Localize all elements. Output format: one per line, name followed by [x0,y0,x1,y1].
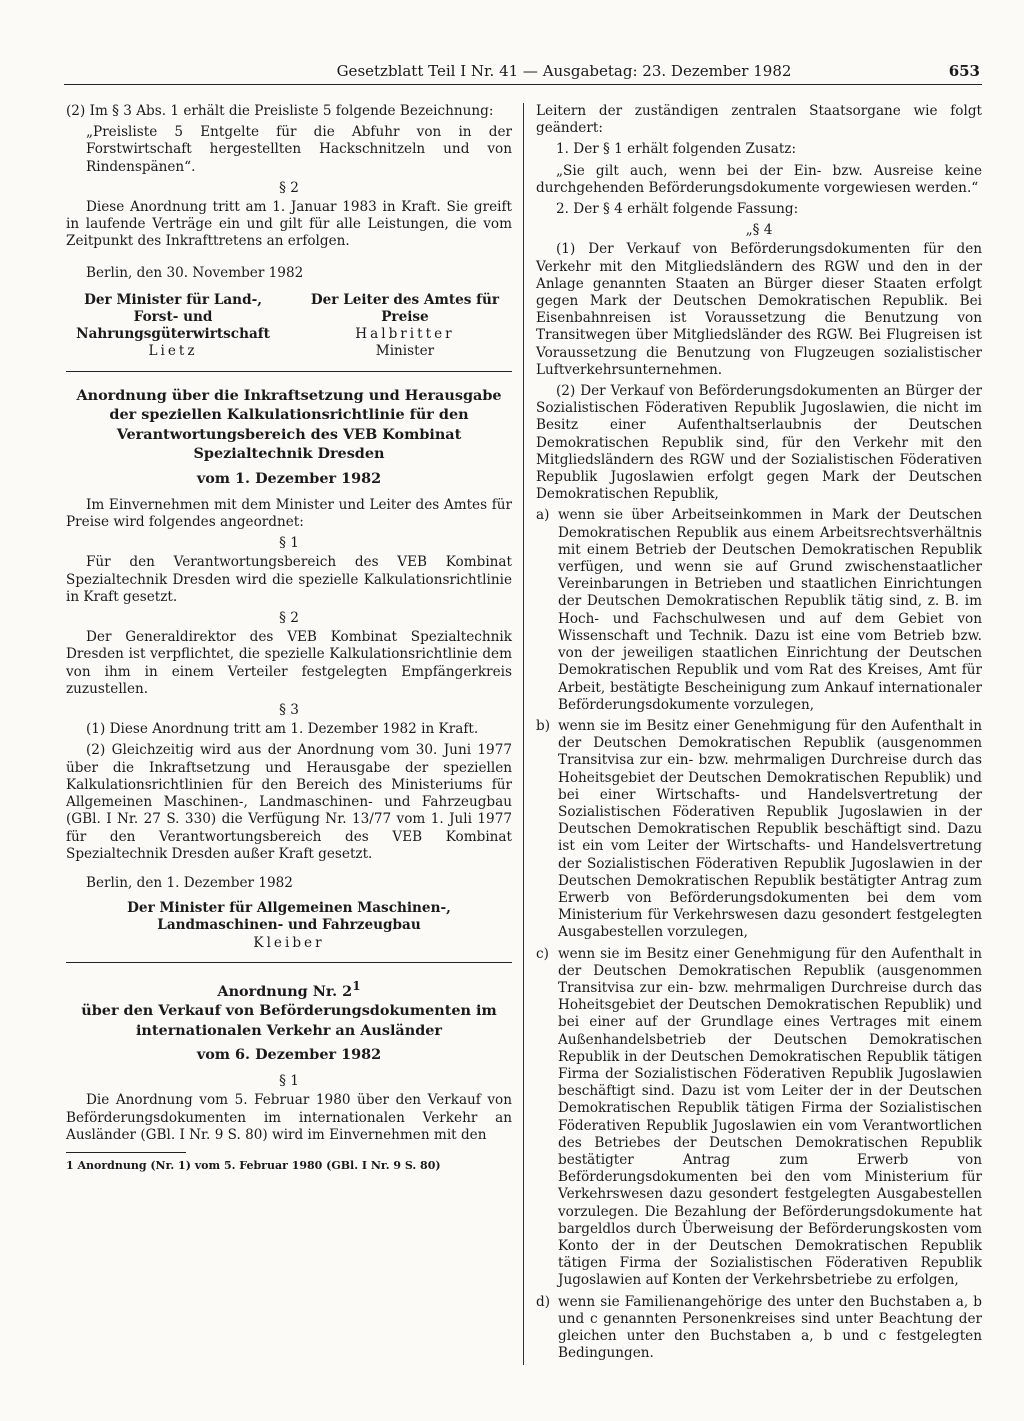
page-number: 653 [948,62,980,80]
list-item-text: wenn sie im Besitz einer Genehmigung für den Aufenthalt in der Deutschen Demokratischen Republik (ausgenommen Transitvisa zur ein- bzw. mehrmaligen Durchreise durch das Hoheitsgebiet der Deutschen Demokratischen Republik) und bei einer auf der Grundlage eines Vertrages mit einem Außenhandelsbetrieb der Deutschen Demokratischen Republik in der Deutschen Demokratischen Republik tätigen Firma der Sozialistischen Föderativen Republik Jugoslawien beschäftigt sind. Dazu ist vom Leiter der in der Deutschen Demokratischen Republik tätigen Firma der Sozialistischen Föderativen Republik Jugoslawien ein vom Verantwortlichen des Betriebes der Deutschen Demokratischen Republik bestätigter Antrag zum Erwerb von Beförderungsdokumenten bei den vom Ministerium für Verkehrswesen dazu gesondert festgelegten Ausgabestellen vorzulegen. Die Bezahlung der Beförderungsdokumente hat bargeldlos durch Überweisung der Beförderungskosten vom Konto der in der Deutschen Demokratischen Republik tätigen Firma der Sozialistischen Föderativen Republik Jugoslawien auf Konten der Verkehrsbetriebe zu erfolgen, [558,945,982,1289]
place-date: Berlin, den 1. Dezember 1982 [86,874,293,891]
signature-title: Der Minister für Allgemeinen Maschinen-, Landmaschinen- und Fahrzeugbau [127,900,451,934]
list-item-label: c) [536,945,549,962]
section-divider [66,371,512,372]
list-item [536,946,982,1290]
signature-block [66,292,512,361]
list-item-text: wenn sie über Arbeitseinkommen in Mark der Deutschen Demokratischen Republik aus einem Arbeitsrechtsverhältnis mit einem Betrieb der Deutschen Demokratischen Republik verfügen, und wenn sie auf Grund zwischenstaatlicher Vereinbarungen in Betrieben und staatlichen Einrichtungen der Deutschen Demokratischen Republik tätig sind, z. B. im Hoch- und Fachschulwesen und auf dem Gebiet von Wissenschaft und Technik. Dazu ist eine vom Betrieb bzw. von der jeweiligen staatlichen Einrichtung der Deutschen Demokratischen Republik und vom Rat des Kreises, Amt für Arbeit, bestätigte Bescheinigung zum Ankauf internationaler Beförderungsdokumente vorzulegen, [558,507,982,713]
signature-name: Halbritter [355,326,455,343]
quote: „Preisliste 5 Entgelte für die Abfuhr von in der Forstwirtschaft hergestellten Hackschnitzeln und von Rindenspänen“. [86,124,512,175]
signature-name: Kleiber [253,934,325,951]
paragraph: Der Generaldirektor des VEB Kombinat Spezialtechnik Dresden ist verpflichtet, die spezielle Kalkulationsrichtlinie dem von ihm in einem Verteiler festgelegten Empfängerkreis zuzustellen. [66,629,512,697]
paragraph: 1. Der § 1 erhält folgenden Zusatz: [556,141,797,158]
paragraph: Diese Anordnung tritt am 1. Januar 1983 in Kraft. Sie greift in laufende Verträge ein und gilt für alle Leistungen, die vom Zeitpunkt des Inkrafttretens an erfolgen. [66,199,512,250]
paragraph: Im Einvernehmen mit dem Minister und Leiter des Amtes für Preise wird folgendes angeordnet: [66,496,512,531]
ordinance-date: vom 1. Dezember 1982 [196,469,382,487]
page-header [64,62,982,86]
section-mark: § 2 [279,610,299,627]
signature-right [298,292,512,361]
signature-title: Der Leiter des Amtes für Preise [310,291,500,326]
signature-title: Der Minister für Land-, Forst- und Nahrungsgüterwirtschaft [76,291,270,343]
column-separator [523,103,524,1365]
list-item [536,1294,982,1363]
ordinance-date: vom 6. Dezember 1982 [196,1046,382,1064]
paragraph: (2) Gleichzeitig wird aus der Anordnung vom 30. Juni 1977 über die Inkraftsetzung und Herausgabe der speziellen Kalkulationsrichtlinien für den Bereich des Ministeriums für Allgemeinen Maschinen-, Landmaschinen- und Fahrzeugbau (GBl. I Nr. 27 S. 330) die Verfügung Nr. 13/77 vom 1. Juli 1977 für den Verantwortungsbereich des VEB Kombinat Spezialtechnik Dresden außer Kraft gesetzt. [66,742,512,862]
ordinance-title-sub: über den Verkauf von Beförderungsdokumenten im internationalen Verkehr an Ausländer [81,1002,497,1039]
list-item-text: wenn sie im Besitz einer Genehmigung für den Aufenthalt in der Deutschen Demokratischen Republik (ausgenommen Transitvisa zur ein- bzw. mehrmaligen Durchreise durch das Hoheitsgebiet der Deutschen Demokratischen Republik) und bei einer Wirtschafts- und Handelsvertretung der Sozialistischen Föderativen Republik Jugoslawien in der Deutschen Demokratischen Republik beschäftigt sind. Dazu ist ein vom Leiter der Wirtschafts- und Handelsvertretung der Sozialistischen Föderativen Republik Jugoslawien in der Deutschen Demokratischen Republik bestätigter Antrag zum Erwerb von Beförderungsdokumenten bei dem vom Ministerium für Verkehrswesen dazu gesondert festgelegten Ausgabestellen vorzulegen, [558,717,982,941]
ordinance-title-main: Anordnung Nr. 2 [217,982,353,1000]
signature-role: Minister [375,343,435,360]
paragraph: Leitern der zuständigen zentralen Staatsorgane wie folgt geändert: [536,103,982,137]
signature-name: Lietz [148,343,198,360]
ordinance-title [66,977,512,1040]
paragraph: Die Anordnung vom 5. Februar 1980 über den Verkauf von Beförderungsdokumenten im internationalen Verkehr an Ausländer (GBl. I Nr. 9 S. 80) wird im Einvernehmen mit den [66,1092,512,1143]
paragraph: (2) Der Verkauf von Beförderungsdokumenten an Bürger der Sozialistischen Föderativen Republik Jugoslawien, die nicht im Besitz einer Aufenthaltserlaubnis der Deutschen Demokratischen Republik sind, für den Verkehr mit den Mitgliedsländern des RGW und der Sozialistischen Föderativen Republik Jugoslawien erfolgt gegen Mark der Deutschen Demokratischen Republik, [536,383,982,503]
paragraph: Für den Verantwortungsbereich des VEB Kombinat Spezialtechnik Dresden wird die spezielle Kalkulationsrichtlinie in Kraft gesetzt. [66,554,512,605]
footnote: 1 Anordnung (Nr. 1) vom 5. Februar 1980 (GBl. I Nr. 9 S. 80) [66,1159,441,1173]
quote: „Sie gilt auch, wenn bei der Ein- bzw. Ausreise keine durchgehenden Beförderungsdokumente vorgewiesen werden.“ [536,162,982,196]
section-mark: § 3 [279,702,299,719]
paragraph: 2. Der § 4 erhält folgende Fassung: [556,201,799,218]
place-date: Berlin, den 30. November 1982 [86,264,304,281]
list-item-label: d) [536,1293,551,1310]
ordinance-title: Anordnung über die Inkraftsetzung und Herausgabe der speziellen Kalkulationsrichtlinie für den Verantwortungsbereich des VEB Kombinat Spezialtechnik Dresden [76,386,502,463]
list-item-label: b) [536,717,551,734]
list-item-label: a) [536,507,550,524]
list-item [536,718,982,942]
section-mark: „§ 4 [745,222,773,239]
section-mark: § 1 [279,1073,299,1090]
list-item [536,507,982,713]
paragraph: (2) Im § 3 Abs. 1 erhält die Preisliste 5 folgende Bezeichnung: [66,103,494,119]
signature-left [66,292,280,361]
paragraph: (1) Der Verkauf von Beförderungsdokumenten für den Verkehr mit den Mitgliedsländern des RGW und den in der Anlage genannten Staaten an Bürger dieser Staaten erfolgt gegen Mark der Deutschen Demokratischen Republik. Bei Eisenbahnreisen ist Voraussetzung die Benutzung von Transitwegen über Mitgliedsländer des RGW. Bei Flugreisen ist Voraussetzung die Benutzung von Flugzeugen sozialistischer Luftverkehrsunternehmen. [536,241,982,378]
signature-single [66,900,512,952]
list-item-text: wenn sie Familienangehörige des unter den Buchstaben a, b und c genannten Personenkreises sind unter Beachtung der gleichen unter den Buchstaben a, b und c festgelegten Bedingungen. [558,1293,982,1362]
header-rule [64,84,982,85]
left-column [66,103,512,1174]
right-column [536,103,982,1366]
section-divider [66,962,512,963]
section-mark: § 1 [279,535,299,552]
section-mark: § 2 [279,179,299,196]
paragraph: (1) Diese Anordnung tritt am 1. Dezember 1982 in Kraft. [86,721,479,738]
footnote-ref: 1 [352,978,361,993]
footnote-rule [66,1152,186,1153]
header-title: Gesetzblatt Teil I Nr. 41 — Ausgabetag: 23. Dezember 1982 [336,62,792,80]
